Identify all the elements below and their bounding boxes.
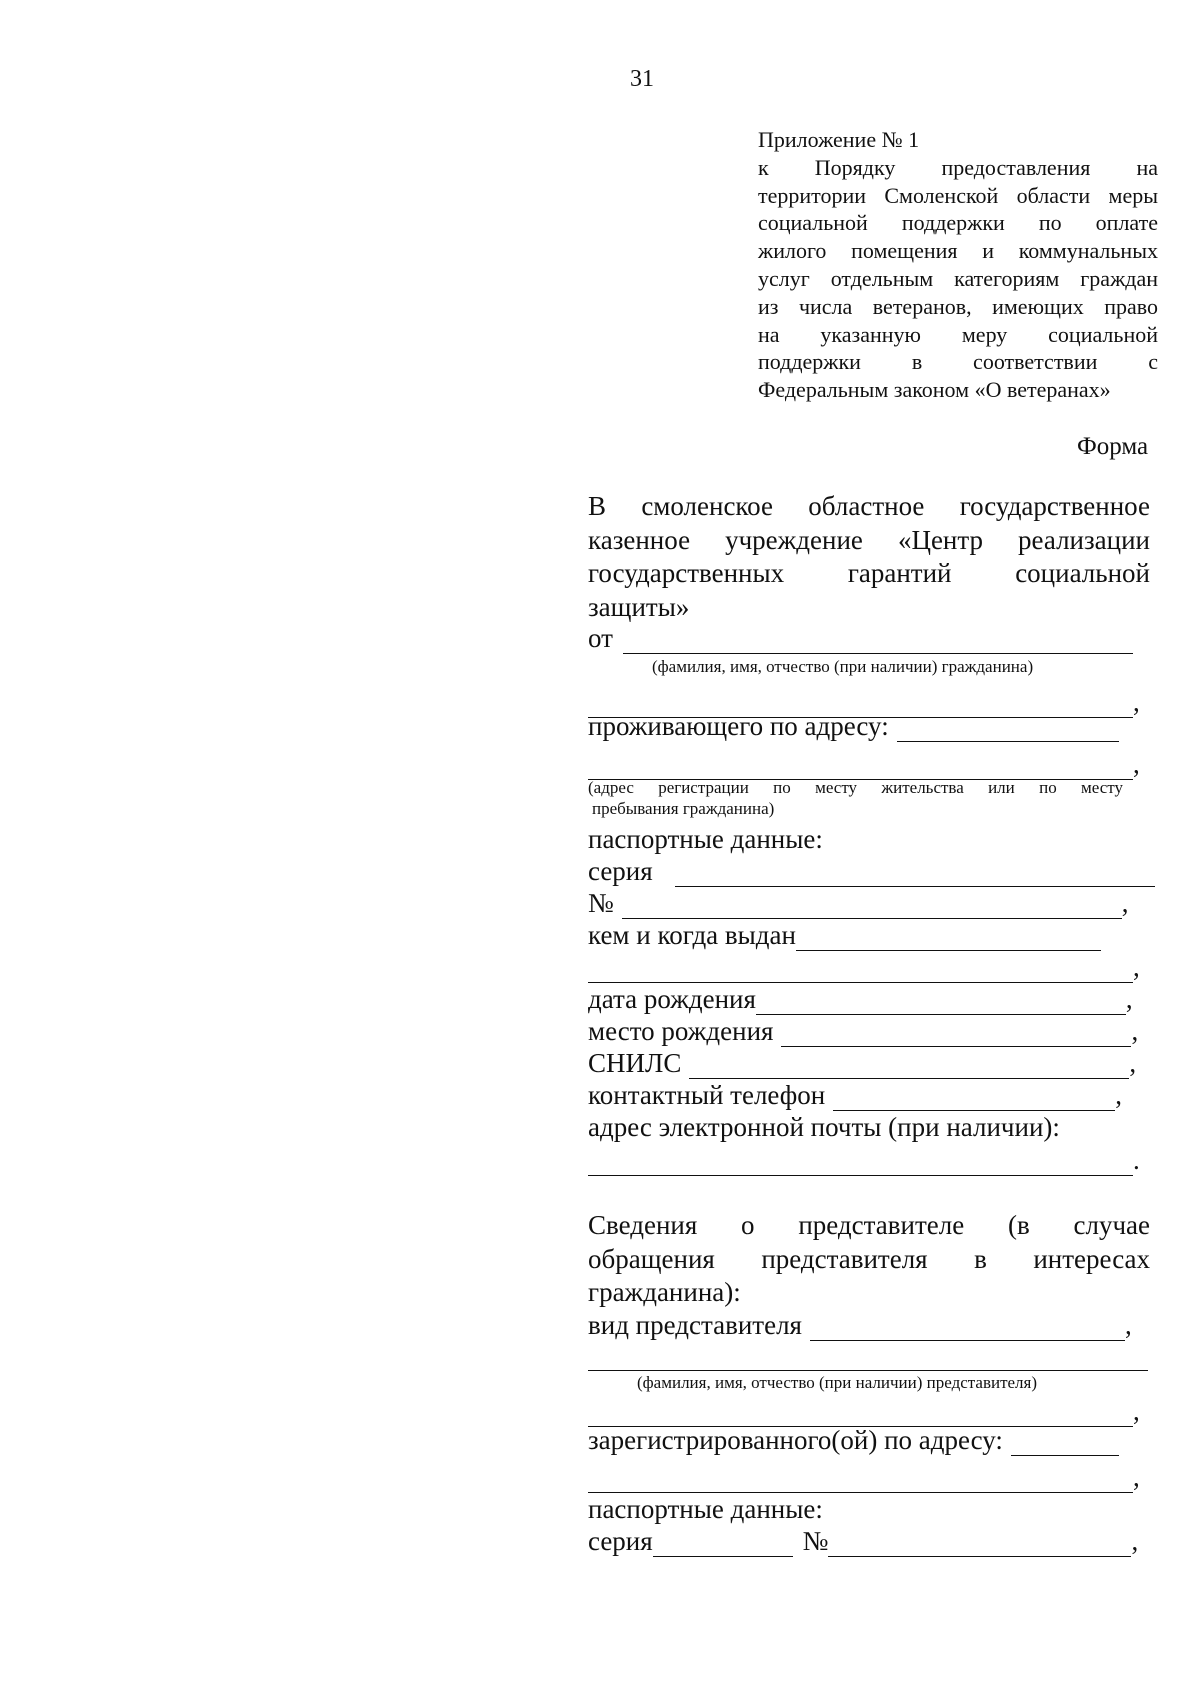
appendix-line: из числа ветеранов, имеющих право [758, 293, 1158, 319]
addressee-line: защиты» [588, 591, 690, 622]
rep-address-field-2[interactable] [588, 1467, 1133, 1493]
address-field-2[interactable] [588, 754, 1133, 780]
appendix-line: услуг отдельным категориям граждан [758, 265, 1158, 291]
birth-place-field[interactable] [781, 1021, 1131, 1047]
comma: , [1121, 888, 1129, 918]
representative-heading-line: гражданина): [588, 1277, 741, 1307]
series-field[interactable] [675, 861, 1155, 887]
series-label: серия [588, 856, 653, 886]
addressee-line: В смоленское областное государственное [588, 491, 1150, 521]
comma: , [1133, 687, 1140, 717]
rep-address-continued-row [588, 1461, 1143, 1493]
birth-place-row [588, 1015, 1141, 1047]
birth-date-field[interactable] [756, 989, 1126, 1015]
appendix-line: Приложение № 1 [758, 127, 920, 152]
appendix-line: Федеральным законом «О ветеранах» [758, 377, 1111, 403]
comma: , [1133, 1462, 1140, 1492]
address-caption-2: пребывания гражданина) [592, 799, 775, 818]
appendix-line: жилого помещения и коммунальных [758, 238, 1158, 264]
comma: , [1133, 1396, 1140, 1426]
comma: , [1115, 1080, 1122, 1110]
from-label: от [588, 623, 613, 653]
issued-field[interactable] [796, 925, 1101, 951]
address-continued-row [588, 748, 1143, 780]
comma: , [1131, 1016, 1139, 1046]
from-row [588, 622, 1133, 654]
rep-series-label: серия [588, 1526, 653, 1556]
rep-address-row [588, 1424, 1119, 1456]
address-caption: (адрес регистрации по месту жительства или по месту [588, 778, 1123, 797]
passport-heading-row [588, 823, 823, 855]
rep-series-field[interactable] [653, 1531, 793, 1557]
appendix-block [758, 126, 1158, 404]
appendix-line: к Порядку предоставления на [758, 154, 1158, 180]
addressee-block [588, 490, 1150, 624]
issued-row [588, 919, 1101, 951]
rep-kind-field[interactable] [810, 1315, 1125, 1341]
birth-place-label: место рождения [588, 1016, 774, 1046]
phone-label: контактный телефон [588, 1080, 826, 1110]
email-field-row [588, 1144, 1143, 1176]
comma: , [1133, 952, 1140, 982]
rep-number-field[interactable] [828, 1531, 1131, 1557]
number-row [588, 887, 1132, 919]
appendix-line: социальной поддержки по оплате [758, 210, 1158, 236]
issued-label: кем и когда выдан [588, 920, 796, 950]
birth-date-label: дата рождения [588, 984, 756, 1014]
comma: , [1124, 1310, 1132, 1340]
period: . [1133, 1145, 1140, 1175]
number-label: № [588, 888, 614, 918]
rep-name-field[interactable] [588, 1345, 1148, 1371]
rep-name-row [588, 1339, 1148, 1371]
phone-field[interactable] [833, 1085, 1115, 1111]
comma: , [1131, 1526, 1139, 1556]
citizen-name-field[interactable] [623, 628, 1133, 654]
passport-label: паспортные данные: [588, 824, 823, 854]
email-row [588, 1111, 1060, 1143]
representative-heading-line: Сведения о представителе (в случае [588, 1210, 1150, 1240]
email-field[interactable] [588, 1150, 1133, 1176]
issued-field-2[interactable] [588, 957, 1133, 983]
number-field[interactable] [622, 893, 1122, 919]
snils-label: СНИЛС [588, 1048, 682, 1078]
appendix-line: на указанную меру социальной [758, 321, 1158, 347]
rep-name-caption: (фамилия, имя, отчество (при наличии) представителя) [637, 1373, 1038, 1392]
birth-date-row [588, 983, 1136, 1015]
rep-address-field[interactable] [1011, 1430, 1119, 1456]
rep-passport-label: паспортные данные: [588, 1494, 823, 1524]
addressee-line: государственных гарантий социальной [588, 558, 1150, 588]
issued-continued-row [588, 951, 1143, 983]
email-label: адрес электронной почты (при наличии): [588, 1112, 1060, 1142]
address-field[interactable] [897, 716, 1119, 742]
residing-row [588, 710, 1119, 742]
rep-number-label: № [802, 1526, 829, 1556]
comma: , [1129, 1048, 1137, 1078]
rep-address-label: зарегистрированного(ой) по адресу: [588, 1425, 1003, 1455]
residing-label: проживающего по адресу: [588, 711, 889, 741]
rep-passport-row [588, 1493, 823, 1525]
comma: , [1133, 749, 1140, 779]
representative-heading-line: обращения представителя в интересах [588, 1243, 1150, 1274]
rep-kind-row [588, 1309, 1135, 1341]
appendix-line: поддержки в соответствии с [758, 349, 1158, 375]
rep-name-continued-row [588, 1395, 1143, 1427]
snils-field[interactable] [689, 1053, 1129, 1079]
page-number: 31 [630, 66, 654, 92]
series-row [588, 855, 1155, 887]
rep-series-number-row [588, 1525, 1141, 1557]
form-label: Форма [1077, 433, 1149, 460]
phone-row [588, 1079, 1125, 1111]
appendix-line: территории Смоленской области меры [758, 182, 1158, 208]
comma: , [1125, 984, 1133, 1014]
representative-heading [588, 1209, 1150, 1310]
rep-kind-label: вид представителя [588, 1310, 802, 1340]
snils-row [588, 1047, 1139, 1079]
citizen-name-caption: (фамилия, имя, отчество (при наличии) гражданина) [652, 657, 1034, 676]
addressee-line: казенное учреждение «Центр реализации [588, 524, 1150, 555]
